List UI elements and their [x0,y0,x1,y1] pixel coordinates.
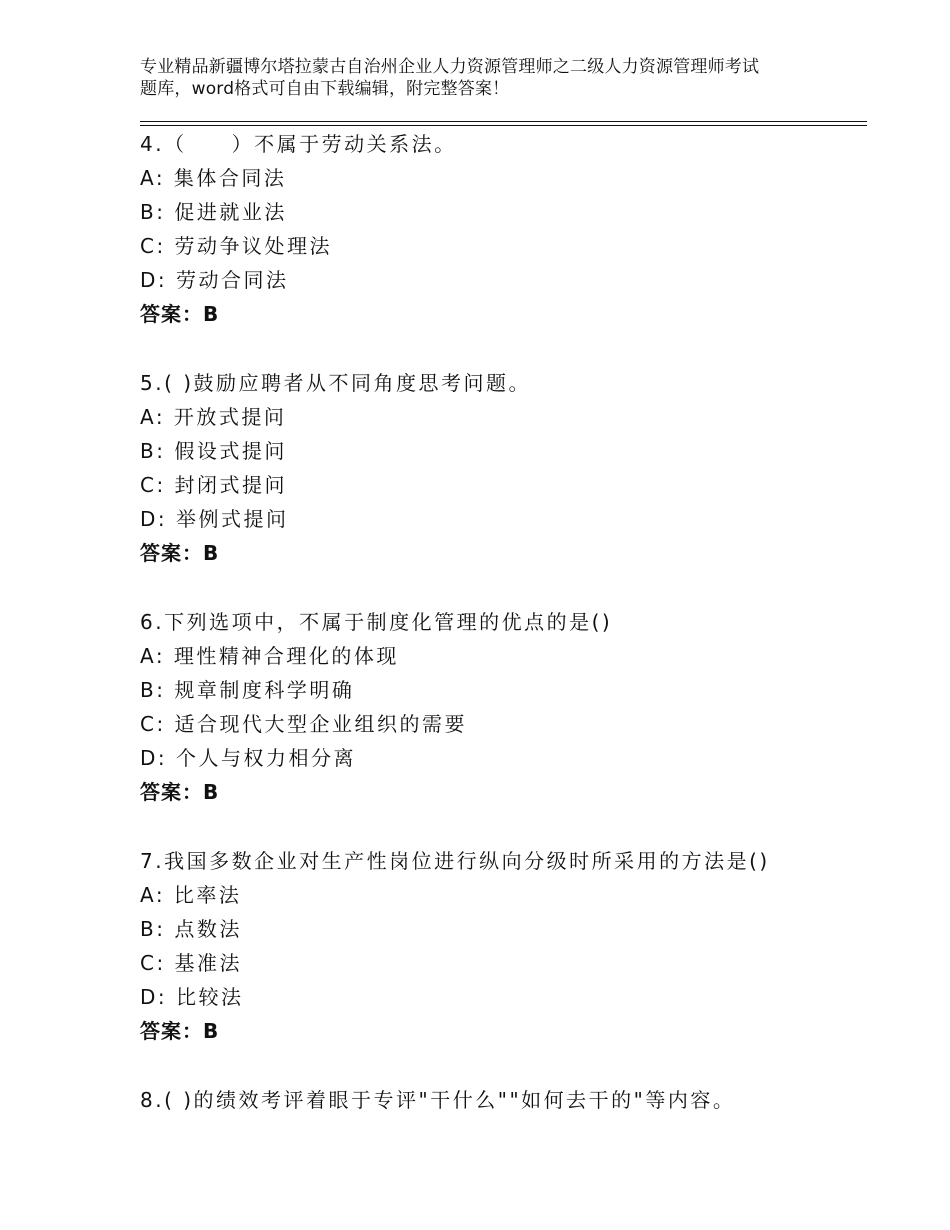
question-stem: 5.( )鼓励应聘者从不同角度思考问题。 [140,371,532,395]
option-d: D: 比较法 [140,985,244,1009]
answer-label: 答案：B [140,1019,220,1043]
header-divider-top [140,121,867,122]
question-8 [140,1083,860,1117]
question-stem: 7.我国多数企业对生产性岗位进行纵向分级时所采用的方法是() [140,849,770,873]
option-c: C: 基准法 [140,951,243,975]
header-line-1: 专业精品新疆博尔塔拉蒙古自治州企业人力资源管理师之二级人力资源管理师考试 [140,57,760,77]
option-d: D: 劳动合同法 [140,268,289,292]
option-b: B: 假设式提问 [140,439,287,463]
option-d: D: 举例式提问 [140,507,289,531]
header-line-2: 题库，word格式可自由下载编辑，附完整答案！ [140,79,510,99]
header-divider-bottom [140,125,867,126]
document-header [140,56,840,100]
question-stem: 8.( )的绩效考评着眼于专评"干什么""如何去干的"等内容。 [140,1088,736,1112]
option-a: A: 比率法 [140,883,242,907]
option-a: A: 开放式提问 [140,405,287,429]
option-b: B: 促进就业法 [140,200,287,224]
question-5 [140,366,860,570]
answer-label: 答案：B [140,302,220,326]
option-a: A: 集体合同法 [140,166,287,190]
option-c: C: 劳动争议处理法 [140,234,333,258]
answer-label: 答案：B [140,541,220,565]
option-a: A: 理性精神合理化的体现 [140,644,399,668]
question-stem: 6.下列选项中，不属于制度化管理的优点的是() [140,610,613,634]
option-d: D: 个人与权力相分离 [140,746,356,770]
question-stem: 4.（ ）不属于劳动关系法。 [140,132,457,156]
answer-label: 答案：B [140,780,220,804]
question-6 [140,605,860,809]
option-b: B: 规章制度科学明确 [140,678,355,702]
question-4 [140,127,860,331]
option-c: C: 封闭式提问 [140,473,288,497]
question-7 [140,844,860,1048]
option-b: B: 点数法 [140,917,242,941]
option-c: C: 适合现代大型企业组织的需要 [140,712,468,736]
